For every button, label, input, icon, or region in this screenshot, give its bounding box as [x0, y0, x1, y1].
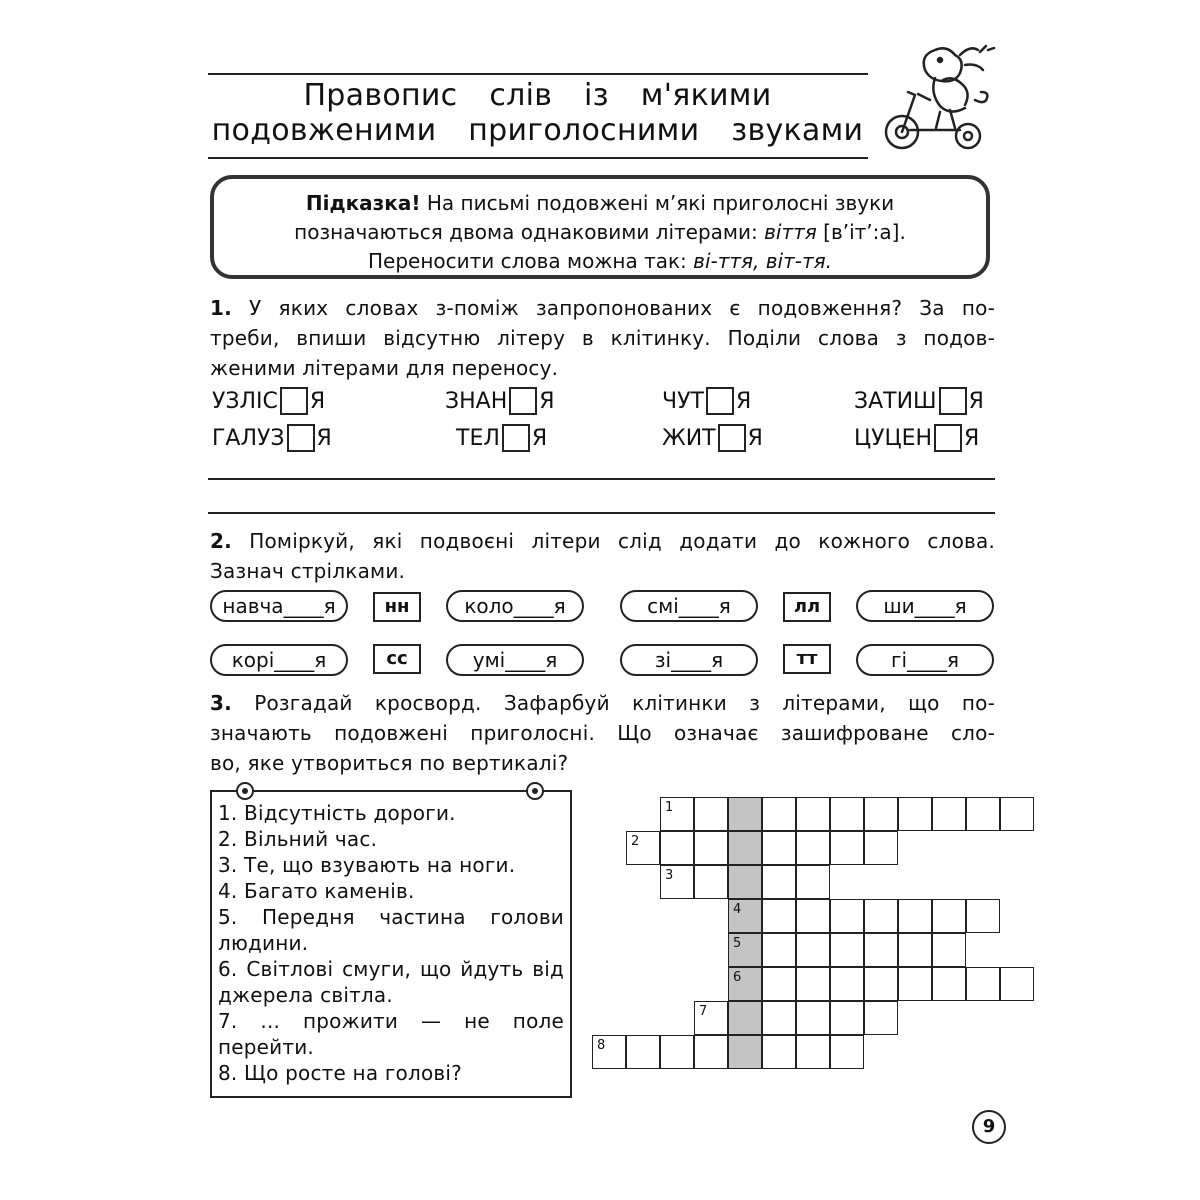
double-letter-box[interactable]: тт [783, 644, 831, 674]
crossword-cell[interactable] [830, 899, 864, 933]
crossword-cell[interactable] [932, 933, 966, 967]
word-suffix: Я [735, 388, 752, 414]
letter-box[interactable] [502, 424, 530, 452]
pin-ring-icon [526, 782, 544, 800]
crossword-clue-number: 8 [597, 1038, 606, 1053]
crossword-cell[interactable] [898, 967, 932, 1001]
crossword-cell[interactable] [898, 899, 932, 933]
letter-box[interactable] [706, 387, 734, 415]
hint-transcription: [в’іт’:а]. [816, 220, 906, 244]
task3-line3: во, яке утвориться по вертикалі? [210, 751, 569, 775]
hint-hyphenation-example: ві-ття, віт-тя. [693, 249, 833, 273]
title-top-rule [208, 73, 868, 75]
task3-line1 [210, 688, 995, 718]
clue-item: 5. Передня частина голови людини. [218, 905, 564, 955]
crossword-cell[interactable] [694, 865, 728, 899]
word-suffix: Я [531, 425, 548, 451]
double-letter-box[interactable]: нн [373, 592, 421, 622]
word-suffix: Я [964, 425, 980, 451]
crossword-cell[interactable] [864, 831, 898, 865]
word-prefix: ЗАТИШ [854, 388, 937, 414]
word-pill[interactable]: навча____я [210, 590, 348, 622]
hint-line-1 [214, 189, 986, 218]
task2-line2: Зазнач стрілками. [210, 559, 406, 583]
word-pill[interactable]: коло____я [446, 590, 584, 622]
letter-box[interactable] [287, 424, 315, 452]
word-suffix: Я [747, 425, 763, 451]
word-prefix: ЦУЦЕН [854, 425, 933, 451]
crossword-clue-number: 2 [631, 834, 640, 849]
crossword-cell[interactable] [830, 831, 864, 865]
crossword-cell[interactable] [864, 967, 898, 1001]
crossword-cell[interactable] [864, 797, 898, 831]
crossword-clue-number: 5 [733, 936, 742, 951]
crossword-cell[interactable] [830, 797, 864, 831]
clue-item: 4. Багато каменів. [218, 879, 415, 903]
crossword-cell[interactable] [762, 797, 796, 831]
double-letter-box[interactable]: сс [373, 644, 421, 674]
page-title-line2: подовженими приголосними звуками [211, 113, 864, 148]
crossword-cell[interactable] [762, 933, 796, 967]
word-pill[interactable]: ши____я [856, 590, 994, 622]
crossword-cell[interactable] [966, 967, 1000, 1001]
crossword-cell[interactable] [796, 1035, 830, 1069]
crossword-cell[interactable] [694, 1035, 728, 1069]
crossword-cell[interactable] [796, 1001, 830, 1035]
word-pill[interactable]: корі____я [210, 644, 348, 676]
word-suffix: Я [539, 388, 555, 414]
crossword-cell[interactable] [796, 933, 830, 967]
word-pill[interactable]: гі____я [856, 644, 994, 676]
word-suffix: Я [316, 425, 332, 451]
task1-word [854, 423, 979, 453]
hint-line-3 [214, 247, 986, 276]
crossword-cell[interactable] [966, 899, 1000, 933]
clue-item: 8. Що росте на голові? [218, 1061, 462, 1085]
task2-number: 2. [210, 529, 232, 553]
letter-box[interactable] [939, 387, 967, 415]
task3-text-l1: Розгадай кросворд. Зафарбуй клітинки з літерами, що по- [254, 691, 995, 715]
crossword-cell[interactable] [762, 967, 796, 1001]
clue-item: 3. Те, що взувають на ноги. [218, 853, 516, 877]
crossword-cell[interactable] [762, 1001, 796, 1035]
answer-line-1[interactable] [208, 478, 995, 480]
task1-line3: женими літерами для переносу. [210, 356, 559, 380]
letter-box[interactable] [718, 424, 746, 452]
task2-line1 [210, 526, 995, 556]
dragon-on-scooter-icon [880, 40, 1000, 155]
clue-item: 6. Світлові смуги, що йдуть від джерела світла. [218, 957, 564, 1007]
word-prefix: ТЕЛ [456, 425, 500, 451]
hint-line-2 [214, 218, 986, 247]
crossword-cell[interactable] [796, 865, 830, 899]
crossword-cell[interactable] [762, 831, 796, 865]
task1-word [854, 386, 984, 416]
crossword-cell-shaded[interactable] [728, 831, 762, 865]
double-letter-box[interactable]: лл [783, 592, 831, 622]
crossword-cell[interactable] [898, 933, 932, 967]
crossword-cell[interactable] [966, 797, 1000, 831]
crossword-cell[interactable] [830, 1001, 864, 1035]
letter-box[interactable] [509, 387, 537, 415]
page-number: 9 [972, 1110, 1006, 1144]
task1-word [212, 423, 332, 453]
clue-item: 7. ... прожити — не поле перейти. [218, 1009, 564, 1059]
crossword-cell[interactable] [1000, 797, 1034, 831]
crossword-cell[interactable] [898, 797, 932, 831]
crossword-clue-number: 4 [733, 902, 742, 917]
crossword-cell-shaded[interactable] [728, 797, 762, 831]
word-suffix: Я [309, 388, 326, 414]
task1-word [212, 386, 325, 416]
crossword-cell[interactable] [830, 967, 864, 1001]
hint-label: Підказка! [305, 191, 421, 215]
crossword-clue-number: 7 [699, 1004, 708, 1019]
crossword-cell[interactable] [796, 899, 830, 933]
hint-line2-text: позначаються двома однаковими літерами: [294, 220, 765, 244]
letter-box[interactable] [934, 424, 962, 452]
clue-item: 1. Відсутність дороги. [218, 801, 456, 825]
answer-line-2[interactable] [208, 512, 995, 514]
task1-word [456, 423, 547, 453]
crossword-cell[interactable] [830, 1035, 864, 1069]
crossword-cell[interactable] [932, 899, 966, 933]
word-prefix: ГАЛУЗ [212, 425, 285, 451]
page-title-line1: Правопис слів із м'якими [303, 78, 772, 113]
task1-line1 [210, 293, 995, 323]
word-pill[interactable]: зі____я [620, 644, 758, 676]
crossword-cell[interactable] [660, 1035, 694, 1069]
crossword-cell[interactable] [762, 1035, 796, 1069]
crossword-cell[interactable] [626, 1035, 660, 1069]
crossword-cell[interactable] [694, 797, 728, 831]
crossword-cell-shaded[interactable] [728, 1001, 762, 1035]
task1-word [662, 423, 763, 453]
crossword-cell[interactable] [694, 831, 728, 865]
word-prefix: ЗНАН [445, 388, 508, 414]
crossword-cell[interactable] [830, 933, 864, 967]
crossword-cell[interactable] [762, 899, 796, 933]
crossword-cell[interactable] [660, 831, 694, 865]
crossword-cell-shaded[interactable] [728, 1035, 762, 1069]
word-prefix: УЗЛІС [212, 388, 278, 414]
crossword-cell[interactable] [864, 1001, 898, 1035]
crossword-cell[interactable] [864, 899, 898, 933]
task1-text-l1: У яких словах з-поміж запропонованих є подовження? За по- [249, 296, 995, 320]
letter-box[interactable] [280, 387, 308, 415]
crossword-cell[interactable] [796, 967, 830, 1001]
task1-word [662, 386, 751, 416]
task1-word [445, 386, 555, 416]
crossword-clue-number: 1 [665, 800, 674, 815]
title-bottom-rule [208, 157, 868, 159]
crossword-cell[interactable] [762, 865, 796, 899]
clue-item: 2. Вільний час. [218, 827, 378, 851]
crossword-clue-number: 3 [665, 868, 674, 883]
crossword-cell[interactable] [796, 831, 830, 865]
task2-text-l1: Поміркуй, які подвоєні літери слід додати до кожного слова. [249, 529, 996, 553]
task3-number: 3. [210, 691, 232, 715]
word-prefix: ЖИТ [662, 425, 716, 451]
crossword-cell[interactable] [932, 967, 966, 1001]
task3-line2: значають подовжені приголосні. Що означає зашифроване сло- [210, 721, 995, 745]
crossword-clue-number: 6 [733, 970, 742, 985]
word-pill[interactable]: умі____я [446, 644, 584, 676]
hint-box [210, 175, 990, 279]
word-suffix: Я [968, 388, 984, 414]
crossword-cell[interactable] [1000, 967, 1034, 1001]
word-prefix: ЧУТ [662, 388, 704, 414]
clue-box [210, 790, 572, 1098]
crossword-cell[interactable] [864, 933, 898, 967]
pin-ring-icon [236, 782, 254, 800]
hint-example-word: віття [764, 220, 817, 244]
crossword-cell-shaded[interactable] [728, 865, 762, 899]
task1-line2: треби, впиши відсутню літеру в клітинку. Поділи слова з подов- [210, 326, 995, 350]
task1-number: 1. [210, 296, 232, 320]
word-pill[interactable]: смі____я [620, 590, 758, 622]
hint-line3-text: Переносити слова можна так: [367, 249, 694, 273]
crossword-cell[interactable] [796, 797, 830, 831]
crossword-cell[interactable] [932, 797, 966, 831]
hint-line1-text: На письмі подовжені м’які приголосні звуки [420, 191, 895, 215]
